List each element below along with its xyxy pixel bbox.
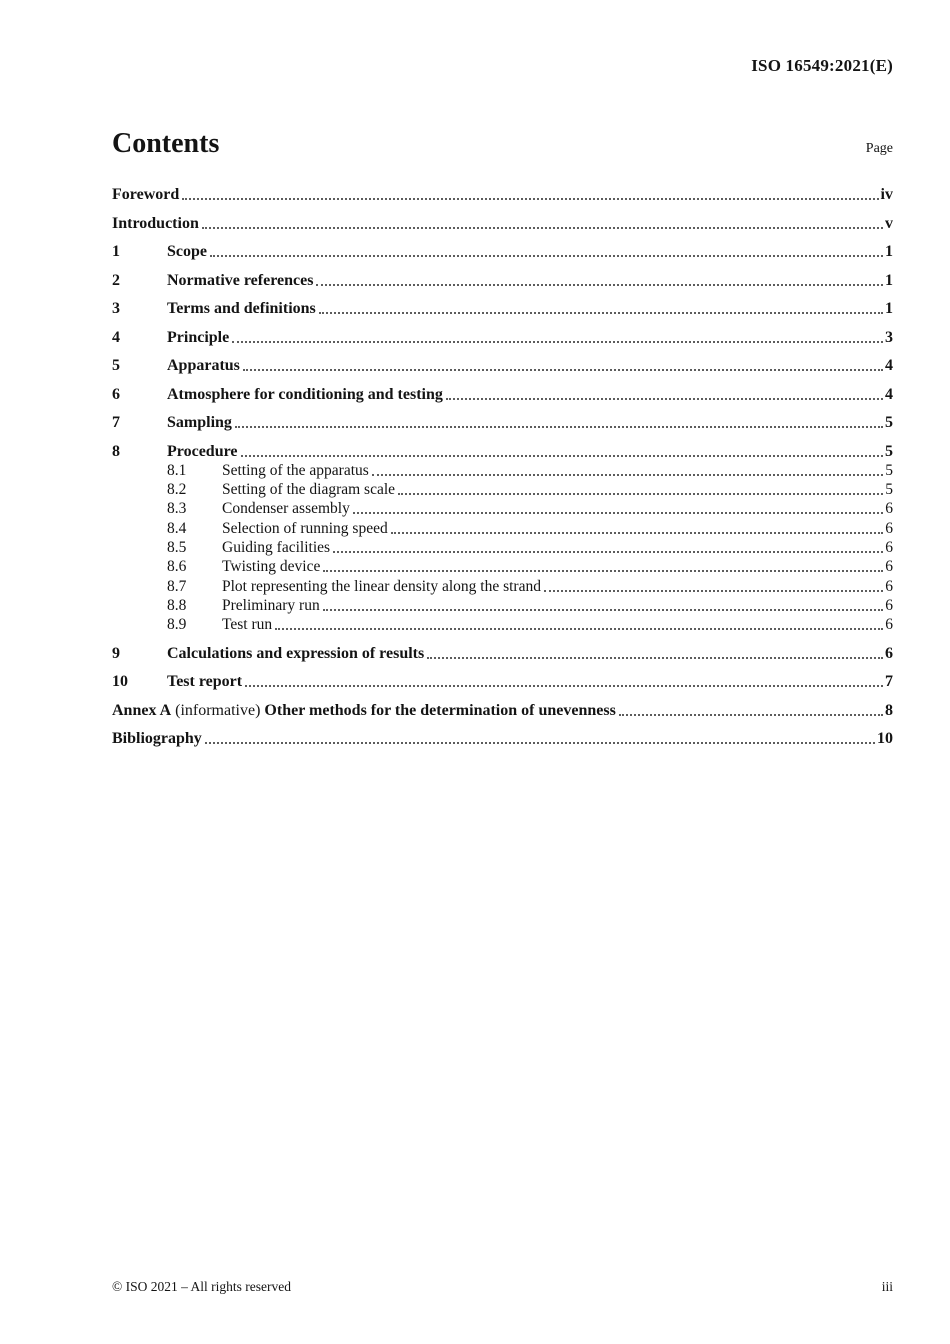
toc-entry-page: 6 xyxy=(885,538,893,556)
toc-entry xyxy=(112,645,893,663)
toc-entry-page: 6 xyxy=(885,596,893,614)
page-title: Contents xyxy=(112,128,220,159)
toc-entry-number: 9 xyxy=(112,644,120,662)
toc-entry-number: 8.5 xyxy=(167,538,187,556)
toc-entry-title: Principle xyxy=(167,328,230,346)
dot-leader xyxy=(202,226,883,229)
toc-entry-title: Scope xyxy=(167,243,207,260)
toc-entry-page: 6 xyxy=(885,616,893,634)
toc-entry-page: 4 xyxy=(885,357,893,374)
dot-leader xyxy=(544,589,883,592)
toc-entry-page: 5 xyxy=(885,442,893,460)
toc-entry-page: 6 xyxy=(885,519,893,537)
toc-entry-number: 4 xyxy=(112,328,120,346)
toc-entry-page: 4 xyxy=(885,385,893,403)
dot-leader xyxy=(245,684,883,687)
dot-leader xyxy=(372,473,883,476)
toc-entry-number: 8.8 xyxy=(167,596,187,614)
toc-entry xyxy=(112,616,893,634)
page-column-label: Page xyxy=(865,141,893,156)
toc-entry-number: 8.2 xyxy=(167,481,187,499)
toc-entry-title: Bibliography xyxy=(112,730,202,748)
toc-entry-page: 7 xyxy=(885,673,893,691)
toc-entry-page: 10 xyxy=(877,730,893,748)
toc-entry-title: Test run xyxy=(222,616,273,634)
toc-entry xyxy=(112,186,893,204)
dot-leader xyxy=(210,254,883,257)
dot-leader xyxy=(235,425,883,428)
toc-entry xyxy=(112,386,893,404)
dot-leader xyxy=(275,627,883,630)
dot-leader xyxy=(619,713,883,716)
dot-leader xyxy=(333,550,883,553)
toc-entry-number: 8.3 xyxy=(167,500,187,518)
toc-entry xyxy=(112,414,893,432)
toc-entry-page: 6 xyxy=(885,644,893,662)
toc-entry-page: 6 xyxy=(885,577,893,595)
toc-entry-page: 6 xyxy=(885,558,893,576)
toc-entry-title: Procedure xyxy=(167,442,238,460)
toc-entry-title-part: (informative) xyxy=(171,701,265,719)
toc-entry-title: Setting of the diagram scale xyxy=(222,481,396,499)
dot-leader xyxy=(319,311,883,314)
toc-entry-number: 5 xyxy=(112,357,120,374)
toc-entry-number: 10 xyxy=(112,673,128,691)
toc-entry xyxy=(112,597,893,615)
table-of-contents xyxy=(112,186,893,748)
toc-entry xyxy=(112,539,893,557)
toc-entry-title: Calculations and expression of results xyxy=(167,644,425,662)
toc-entry-title: Terms and definitions xyxy=(167,300,316,317)
dot-leader xyxy=(243,368,883,371)
toc-entry-title: Introduction xyxy=(112,214,199,232)
toc-entry-title: Normative references xyxy=(167,271,314,289)
toc-entry-number: 6 xyxy=(112,385,120,403)
toc-entry-title-part: Other methods for the determination of unevenness xyxy=(264,701,616,719)
dot-leader xyxy=(353,511,883,514)
toc-entry-page: 3 xyxy=(885,328,893,346)
toc-entry-number: 8.6 xyxy=(167,558,187,576)
toc-entry-page: 5 xyxy=(885,414,893,431)
toc-entry-title-part: Annex A xyxy=(112,701,172,719)
dot-leader xyxy=(391,531,884,534)
toc-entry-title: Preliminary run xyxy=(222,596,320,614)
contents-heading-row xyxy=(112,128,893,160)
toc-entry-number: 8.9 xyxy=(167,616,187,634)
toc-entry-title: Sampling xyxy=(167,414,232,431)
toc-entry-page: 6 xyxy=(885,500,893,518)
toc-entry-page: iv xyxy=(880,186,893,203)
toc-entry-page: 5 xyxy=(885,481,893,499)
dot-leader xyxy=(232,340,883,343)
toc-entry-page: 8 xyxy=(885,701,893,719)
toc-entry xyxy=(112,500,893,518)
toc-entry-title: Plot representing the linear density along the strand xyxy=(222,577,541,595)
toc-entry-number: 8.7 xyxy=(167,577,187,595)
dot-leader xyxy=(182,197,878,200)
toc-entry-number: 2 xyxy=(112,271,120,289)
toc-entry xyxy=(112,702,893,720)
toc-entry-title: Atmosphere for conditioning and testing xyxy=(167,385,443,403)
toc-entry-title: Test report xyxy=(167,673,243,691)
toc-entry-page: 1 xyxy=(885,271,893,289)
toc-entry xyxy=(112,443,893,461)
toc-entry-page: 1 xyxy=(885,300,893,317)
folio-page-number: iii xyxy=(881,1279,893,1294)
toc-entry xyxy=(112,215,893,233)
toc-entry xyxy=(112,272,893,290)
toc-entry xyxy=(112,481,893,499)
toc-entry xyxy=(112,673,893,691)
toc-entry xyxy=(112,300,893,318)
toc-entry-title: Foreword xyxy=(112,186,180,203)
toc-entry xyxy=(112,578,893,596)
dot-leader xyxy=(323,608,884,611)
toc-entry-page: 5 xyxy=(885,461,893,479)
dot-leader xyxy=(323,569,883,572)
toc-entry xyxy=(112,520,893,538)
dot-leader xyxy=(241,454,884,457)
toc-entry-title xyxy=(112,702,616,720)
page-footer xyxy=(112,1279,893,1295)
dot-leader xyxy=(446,397,883,400)
document-reference: ISO 16549:2021(E) xyxy=(751,56,893,75)
toc-entry-number: 8 xyxy=(112,442,120,460)
dot-leader xyxy=(427,656,883,659)
toc-entry-page: v xyxy=(885,214,893,232)
copyright-notice: © ISO 2021 – All rights reserved xyxy=(112,1279,291,1294)
toc-entry xyxy=(112,243,893,261)
toc-entry xyxy=(112,730,893,748)
toc-entry xyxy=(112,357,893,375)
toc-entry-number: 8.4 xyxy=(167,519,187,537)
toc-entry-page: 1 xyxy=(885,243,893,260)
dot-leader xyxy=(205,741,875,744)
toc-entry-title: Guiding facilities xyxy=(222,538,331,556)
toc-entry xyxy=(112,558,893,576)
toc-entry-number: 3 xyxy=(112,300,120,317)
dot-leader xyxy=(316,283,883,286)
toc-entry-title: Selection of running speed xyxy=(222,519,388,537)
toc-entry-title: Condenser assembly xyxy=(222,500,350,518)
toc-entry-number: 1 xyxy=(112,243,120,260)
toc-entry-number: 7 xyxy=(112,414,120,431)
toc-entry-title: Apparatus xyxy=(167,357,240,374)
toc-entry-title: Twisting device xyxy=(222,558,321,576)
toc-entry-title: Setting of the apparatus xyxy=(222,461,369,479)
toc-entry-number: 8.1 xyxy=(167,461,187,479)
toc-entry xyxy=(112,329,893,347)
toc-entry xyxy=(112,462,893,480)
dot-leader xyxy=(398,492,883,495)
